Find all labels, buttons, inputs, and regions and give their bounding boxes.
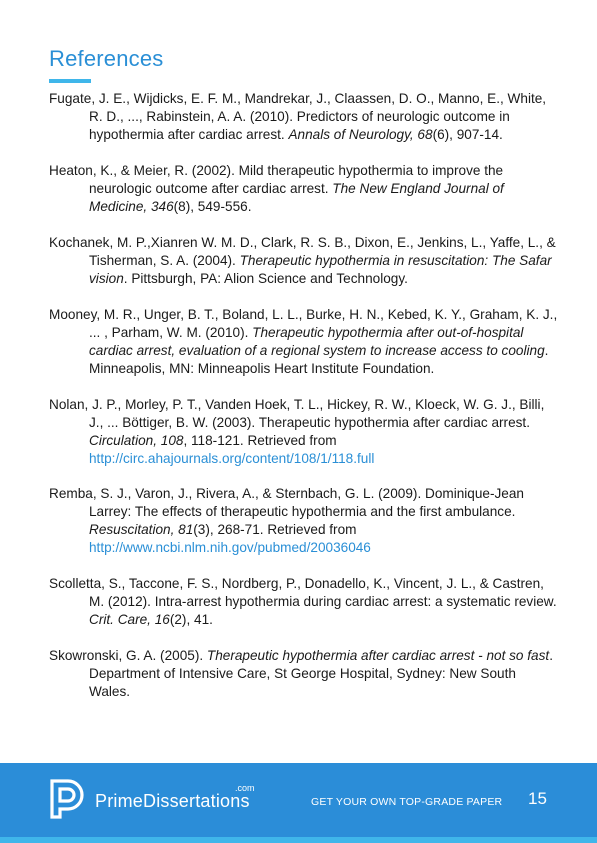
ref-italic: The New England Journal of Medicine, 346 [89,181,504,214]
ref-text-end: (3), 268-71. Retrieved from [193,522,357,537]
ref-italic: Annals of Neurology, 68 [288,127,433,142]
ref-link[interactable]: http://circ.ahajournals.org/content/108/1/118.full [89,451,375,466]
footer-banner [0,763,597,843]
brand-name: PrimeDissertations [95,791,250,811]
ref-text: Remba, S. J., Varon, J., Rivera, A., & Sternbach, G. L. (2009). Dominique-Jean Larrey: The effects of therapeutic hypothermia and the first ambulance. [49,486,524,519]
ref-text: Nolan, J. P., Morley, P. T., Vanden Hoek, T. L., Hickey, R. W., Kloeck, W. G. J., Billi, J., ... Böttiger, B. W. (2003). Therapeutic hypothermia after cardiac arrest. [49,397,545,430]
ref-text: Kochanek, M. P.,Xianren W. M. D., Clark, R. S. B., Dixon, E., Jenkins, L., Yaffe, L., & Tisherman, S. A. (2004). [49,235,556,268]
reference-entry [49,90,559,144]
footer-stripe [0,837,597,843]
reference-entry [49,575,559,629]
ref-italic: Circulation, 108 [89,433,184,448]
ref-text-end: (6), 907-14. [432,127,503,142]
reference-entry [49,306,559,378]
ref-text-end: (8), 549-556. [173,199,252,214]
reference-entry [49,485,559,557]
brand-logo-icon [48,777,88,821]
reference-entry [49,162,559,216]
heading-underline [49,79,91,83]
ref-text-end: , 118-121. Retrieved from [183,433,337,448]
brand-suffix: .com [235,783,255,793]
cta-text[interactable]: GET YOUR OWN TOP-GRADE PAPER [311,796,503,808]
reference-entry [49,647,559,701]
ref-italic: Resuscitation, 81 [89,522,194,537]
ref-text: Fugate, J. E., Wijdicks, E. F. M., Mandrekar, J., Claassen, D. O., Manno, E., White, R. D., ..., Rabinstein, A. A. (2010). Predictors of neurologic outcome in hypothermia after cardiac arrest. [49,91,547,142]
page-number: 15 [528,789,547,808]
ref-text-end: . Minneapolis, MN: Minneapolis Heart Institute Foundation. [89,343,549,376]
reference-entry [49,396,559,468]
ref-text-end: (2), 41. [169,612,213,627]
ref-text: Scolletta, S., Taccone, F. S., Nordberg, P., Donadello, K., Vincent, J. L., & Castren, M. (2012). Intra-arrest hypothermia during cardiac arrest: a systematic review. [49,576,557,609]
ref-italic: Crit. Care, 16 [89,612,170,627]
reference-entry [49,234,559,288]
ref-italic: Therapeutic hypothermia in resuscitation: The Safar vision [89,253,552,286]
ref-text: Skowronski, G. A. (2005). [49,648,207,663]
ref-text-end: . Pittsburgh, PA: Alion Science and Technology. [123,271,408,286]
ref-text: Heaton, K., & Meier, R. (2002). Mild therapeutic hypothermia to improve the neurologic outcome after cardiac arrest. [49,163,504,196]
ref-italic: Therapeutic hypothermia after cardiac arrest - not so fast [206,648,550,663]
ref-text-end: . Department of Intensive Care, St George Hospital, Sydney: New South Wales. [89,648,553,699]
ref-italic: Therapeutic hypothermia after out-of-hospital cardiac arrest, evaluation of a regional system to increase access to cooling [89,325,545,358]
ref-text: Mooney, M. R., Unger, B. T., Boland, L. L., Burke, H. N., Kebed, K. Y., Graham, K. J., ... , Parham, W. M. (2010). [49,307,558,340]
page-heading: References [49,46,164,71]
ref-link[interactable]: http://www.ncbi.nlm.nih.gov/pubmed/20036046 [89,540,371,555]
